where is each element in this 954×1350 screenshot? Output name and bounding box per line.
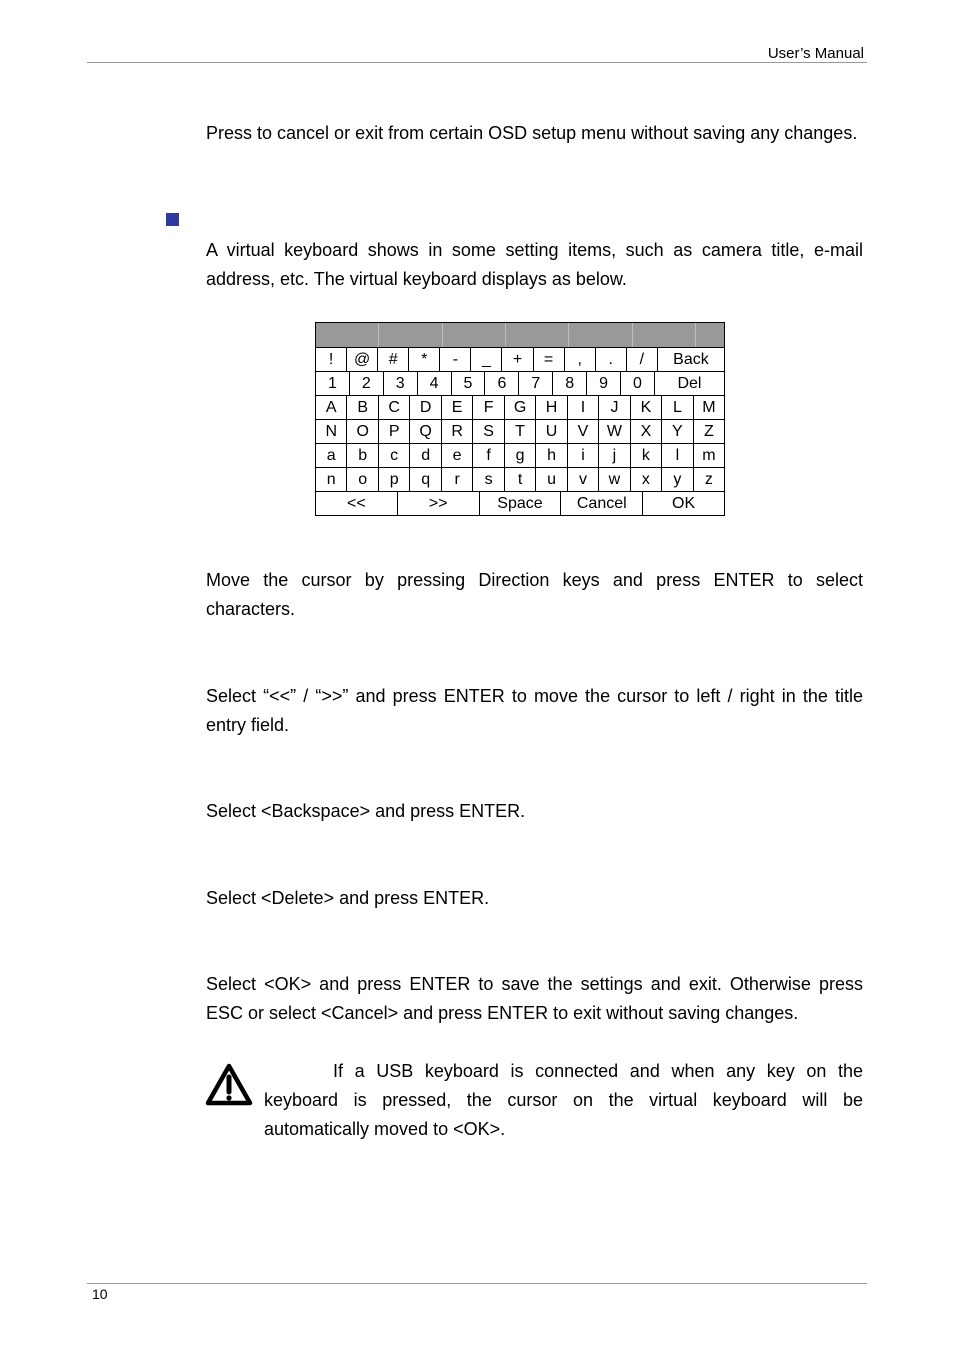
key[interactable]: Y — [662, 420, 693, 443]
key[interactable]: n — [316, 468, 347, 491]
key[interactable]: X — [631, 420, 662, 443]
arrow-keys-instruction: Select “<<” / “>>” and press ENTER to move the cursor to left / right in the title entry field. — [206, 686, 863, 735]
key[interactable]: 0 — [621, 372, 655, 395]
virtual-keyboard-intro: A virtual keyboard shows in some setting items, such as camera title, e-mail address, etc. The virtual keyboard displays as below. — [206, 240, 863, 289]
del-key[interactable]: Del — [677, 375, 702, 392]
key[interactable]: F — [473, 396, 504, 419]
key[interactable]: y — [662, 468, 693, 491]
key[interactable]: r — [442, 468, 473, 491]
note-text: If a USB keyboard is connected and when any key on the keyboard is pressed, the cursor on the virtual keyboard will be automatically moved to <OK>. — [264, 1061, 863, 1139]
key[interactable]: p — [379, 468, 410, 491]
delete-instruction: Select <Delete> and press ENTER. — [206, 888, 490, 908]
key[interactable]: L — [662, 396, 693, 419]
key[interactable]: R — [442, 420, 473, 443]
key[interactable]: D — [410, 396, 441, 419]
warning-triangle-icon — [205, 1062, 253, 1106]
key[interactable]: 8 — [553, 372, 587, 395]
key[interactable]: # — [378, 348, 409, 371]
key[interactable]: 5 — [452, 372, 486, 395]
key[interactable]: i — [568, 444, 599, 467]
key[interactable]: V — [568, 420, 599, 443]
keyboard-row-symbols — [316, 348, 724, 372]
footer-rule — [87, 1283, 867, 1284]
key[interactable]: t — [505, 468, 536, 491]
keyboard-row-upper-1 — [316, 396, 724, 420]
key[interactable]: 3 — [384, 372, 418, 395]
backspace-instruction: Select <Backspace> and press ENTER. — [206, 801, 526, 821]
cursor-right-key[interactable]: >> — [398, 492, 480, 515]
key[interactable]: E — [442, 396, 473, 419]
key[interactable]: 4 — [418, 372, 452, 395]
key[interactable]: N — [316, 420, 347, 443]
key[interactable]: c — [379, 444, 410, 467]
key[interactable]: U — [536, 420, 567, 443]
virtual-keyboard — [315, 322, 725, 516]
key[interactable]: 9 — [587, 372, 621, 395]
key[interactable]: T — [505, 420, 536, 443]
key[interactable]: k — [631, 444, 662, 467]
key[interactable]: * — [409, 348, 440, 371]
key[interactable]: Z — [703, 423, 714, 440]
key[interactable]: A — [316, 396, 347, 419]
page-number: 10 — [92, 1286, 108, 1302]
key[interactable]: K — [631, 396, 662, 419]
key[interactable]: h — [536, 444, 567, 467]
key[interactable]: w — [599, 468, 630, 491]
section-bullet-icon — [166, 213, 179, 226]
key[interactable]: q — [410, 468, 441, 491]
key[interactable]: v — [568, 468, 599, 491]
keyboard-row-lower-1 — [316, 444, 724, 468]
key[interactable]: - — [440, 348, 471, 371]
key[interactable]: 2 — [350, 372, 384, 395]
key[interactable]: l — [662, 444, 693, 467]
keyboard-row-controls — [316, 492, 724, 515]
esc-description: Press to cancel or exit from certain OSD setup menu without saving any changes. — [206, 123, 858, 143]
key[interactable]: I — [568, 396, 599, 419]
key[interactable]: S — [473, 420, 504, 443]
key[interactable]: H — [536, 396, 567, 419]
key[interactable]: e — [442, 444, 473, 467]
header-rule — [87, 62, 867, 63]
key[interactable]: u — [536, 468, 567, 491]
space-key[interactable]: Space — [480, 492, 562, 515]
key[interactable]: m — [702, 447, 716, 464]
key[interactable]: . — [596, 348, 627, 371]
key[interactable]: M — [702, 399, 716, 416]
cursor-left-key[interactable]: << — [316, 492, 398, 515]
keyboard-row-digits — [316, 372, 724, 396]
key[interactable]: B — [347, 396, 378, 419]
key[interactable]: @ — [347, 348, 378, 371]
key[interactable]: , — [565, 348, 596, 371]
key[interactable]: ! — [316, 348, 347, 371]
key[interactable]: C — [379, 396, 410, 419]
key[interactable]: f — [473, 444, 504, 467]
ok-key[interactable]: OK — [672, 495, 696, 512]
key[interactable]: g — [505, 444, 536, 467]
move-cursor-instruction: Move the cursor by pressing Direction keys and press ENTER to select characters. — [206, 570, 863, 619]
key[interactable]: z — [704, 471, 713, 488]
key[interactable]: a — [316, 444, 347, 467]
key[interactable]: o — [347, 468, 378, 491]
key[interactable]: 1 — [316, 372, 350, 395]
key[interactable]: x — [631, 468, 662, 491]
key[interactable]: / — [627, 348, 658, 371]
key[interactable]: = — [534, 348, 565, 371]
ok-cancel-instruction: Select <OK> and press ENTER to save the settings and exit. Otherwise press ESC or select <Cancel> and press ENTER to exit without saving changes. — [206, 974, 863, 1023]
key[interactable]: 7 — [519, 372, 553, 395]
key[interactable]: j — [599, 444, 630, 467]
key[interactable]: 6 — [485, 372, 519, 395]
key[interactable]: + — [502, 348, 533, 371]
header-title: User’s Manual — [767, 45, 864, 62]
keyboard-row-upper-2 — [316, 420, 724, 444]
keyboard-row-lower-2 — [316, 468, 724, 492]
key[interactable]: s — [473, 468, 504, 491]
back-key[interactable]: Back — [673, 351, 709, 368]
key[interactable]: d — [410, 444, 441, 467]
key[interactable]: W — [599, 420, 630, 443]
key[interactable]: J — [599, 396, 630, 419]
cancel-key[interactable]: Cancel — [561, 492, 643, 515]
key[interactable]: _ — [471, 348, 502, 371]
key[interactable]: Q — [410, 420, 441, 443]
keyboard-title-bar — [316, 323, 724, 348]
key[interactable]: P — [379, 420, 410, 443]
key[interactable]: G — [505, 396, 536, 419]
key[interactable]: b — [347, 444, 378, 467]
key[interactable]: O — [347, 420, 378, 443]
